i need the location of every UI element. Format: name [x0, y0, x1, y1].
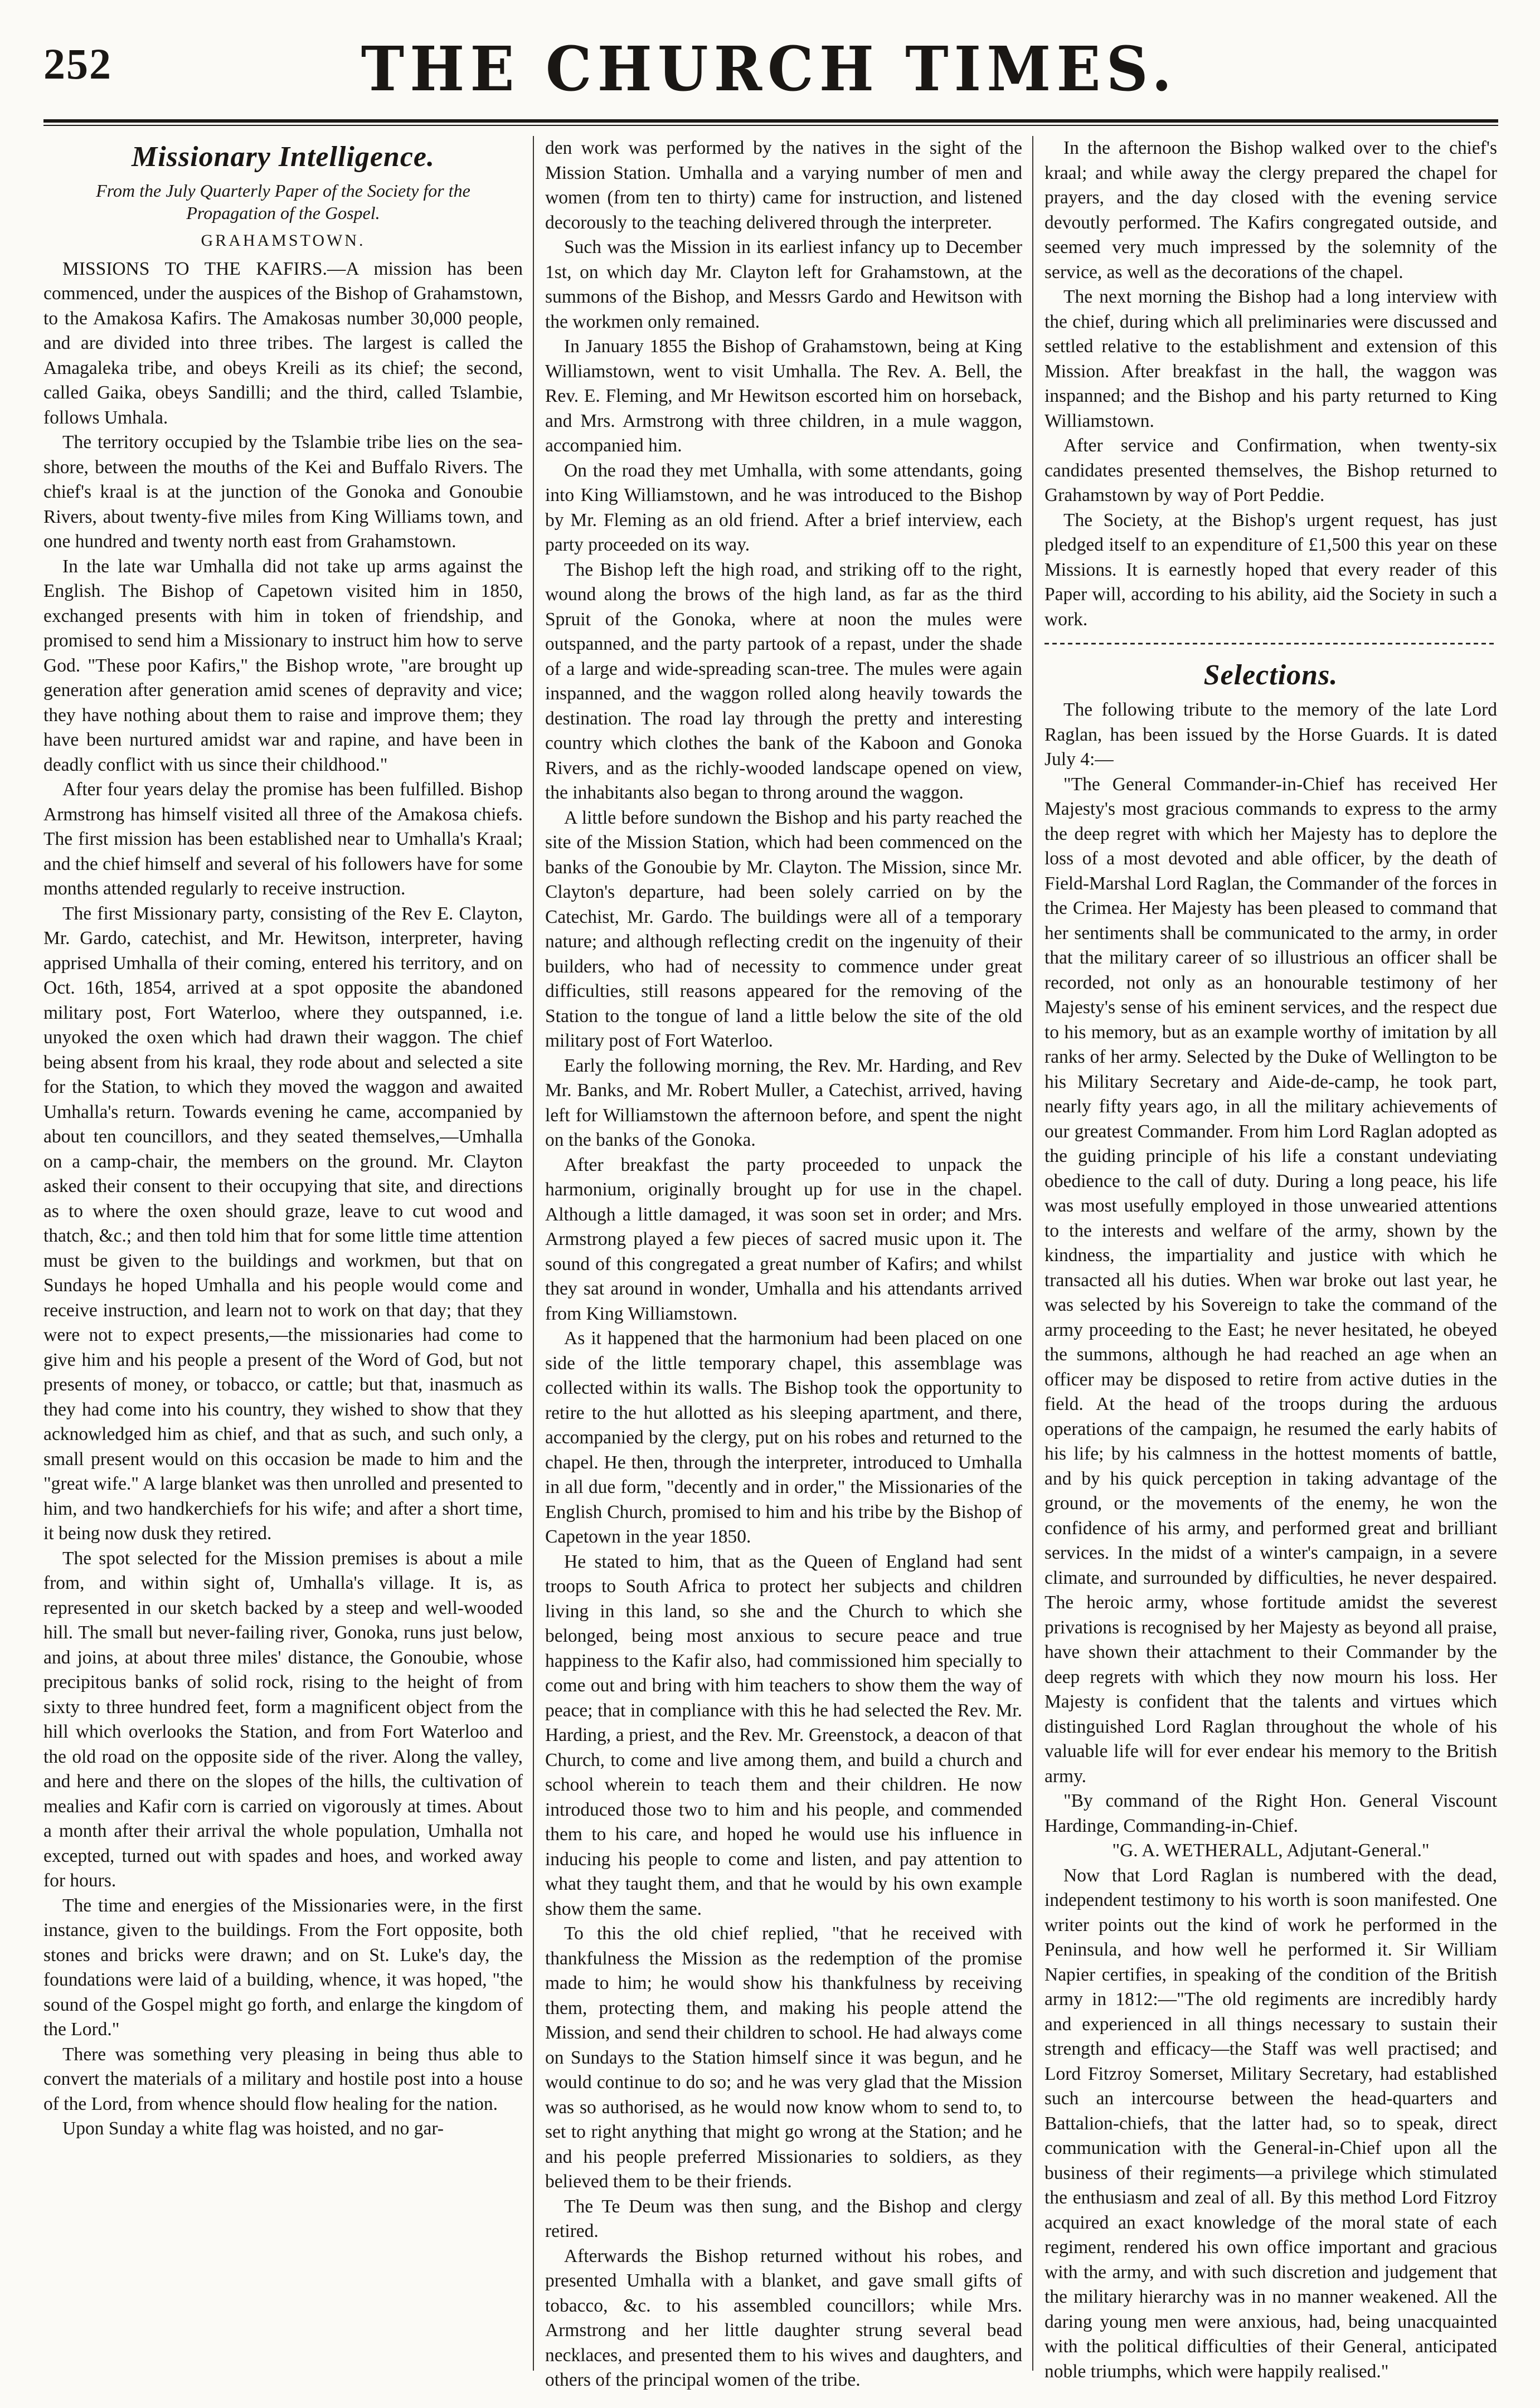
paragraph: After breakfast the party proceeded to unpack the harmonium, originally brought up for use in the chapel. Although a little damaged, it was soon set in order; and Mrs. Armstrong played a few pieces of sacred music upon it. The sound of this congregated a great number of Kafirs; and whilst they sat around in wonder, Umhalla and his attendants arrived from King Williamstown. — [545, 1154, 1022, 1324]
paragraph: A little before sundown the Bishop and his party reached the site of the Mission Station, which had been commenced on the banks of the Gonoubie by Mr. Clayton. The Mission, since Mr. Clayton's departure, had been solely carried on by the Catechist, Mr. Gardo. The buildings were all of a temporary nature; and although reflecting credit on the ingenuity of their builders, who had of necessity to commence under great difficulties, still reasons appeared for the removing of the Station to the tongue of land a little below the site of the old military post of Fort Waterloo. — [545, 807, 1022, 1051]
paragraph: "The General Commander-in-Chief has received Her Majesty's most gracious commands to express to the army the deep regret with which her Majesty has to deplore the loss of a most devoted and able officer, by the death of Field-Marshal Lord Raglan, the Commander of the forces in the Crimea. Her Majesty has been pleased to command that her sentiments shall be communicated to the army, in order that the military career of so illustrious an officer shall be recorded, not only as an honourable testimony of her Majesty's sense of his eminent services, and the respect due to his memory, but as an example worthy of imitation by all ranks of her army. Selected by the Duke of Wellington to be his Military Secretary and Aide-de-camp, he took part, nearly fifty years ago, in all the military achievements of our greatest Commander. From him Lord Raglan adopted as the guiding principle of his life a constant undeviating obedience to the call of duty. During a long peace, his life was most usefully employed in those unwearied attentions to the interests and welfare of the army, shown by the kindness, the impartiality and justice with which he transacted all his duties. When war broke out last year, he was selected by his Sovereign to take the command of the army proceeding to the East; he never hesitated, he obeyed the summons, although he had reached an age when an officer may be disposed to retire from active duties in the field. At the head of the troops during the arduous operations of the campaign, he resumed the early habits of his life; by his calmness in the hottest moments of battle, and by his quick perception in taking advantage of the ground, or the movements of the enemy, he won the confidence of his army, and performed great and brilliant services. In the midst of a winter's campaign, in a severe climate, and surrounded by difficulties, he never despaired. The heroic army, whose fortitude amidst the severest privations is recognised by her Majesty as beyond all praise, have shown their attachment to their Commander by the deep regrets with which they now mourn his loss. Her Majesty is confident that the talents and virtues which distinguished Lord Raglan throughout the whole of his valuable life will for ever endear his memory to the British army. — [1045, 774, 1497, 1787]
paragraph: Now that Lord Raglan is numbered with the dead, independent testimony to his worth is soon manifested. One writer points out the kind of work he performed in the Peninsula, and how well he performed it. Sir William Napier certifies, in speaking of the condition of the British army in 1812:—"The old regiments are incredibly hardy and experienced in all things necessary to sustain their strength and efficacy—the Staff was well practised; and Lord Fitzroy Somerset, Military Secretary, had established such an intercourse between the head-quarters and Battalion-chiefs, that the latter had, so to speak, direct communication with the General-in-Chief upon all the business of their regiments—a privilege which stimulated the enthusiasm and zeal of all. By this method Lord Fitzroy acquired an exact knowledge of the moral state of each regiment, rendered his own office important and gracious with the army, and with such discretion and judgement that the military hierarchy was in no manner weakened. All the daring young men were anxious, had, being unacquainted with the political difficulties of their General, anticipated noble triumphs, which were happily realised." — [1045, 1865, 1497, 2382]
section-title: Selections. — [1203, 659, 1338, 691]
paragraph: The time and energies of the Missionaries were, in the first instance, given to the buildings. From the Fort opposite, both stones and bricks were drawn; and on St. Luke's day, the foundations were laid of a building, whence, it was hoped, "the sound of the Gospel might go forth, and enlarge the kingdom of the Lord." — [43, 1895, 523, 2040]
paragraph: Upon Sunday a white flag was hoisted, and no gar- — [62, 2118, 444, 2139]
paragraph: The spot selected for the Mission premises is about a mile from, and within sight of, Umhalla's village. It is, as represented in our sketch backed by a steep and well-wooded hill. The small but never-failing river, Gonoka, runs just below, and joins, at about three miles' distance, the Gonoubie, whose precipitous banks of solid rock, rising to the height of from sixty to three hundred feet, form a magnificent object from the hill which overlooks the Station, and from Fort Waterloo and the old road on the opposite side of the river. Along the valley, and here and there on the slopes of the hills, the cultivation of mealies and Kafir corn is carried on vigorously at times. About a month after their arrival the whole population, Umhalla not excepted, turned out with spades and hoes, and worked away for hours. — [43, 1548, 523, 1891]
paragraph: As it happened that the harmonium had been placed on one side of the little temporary chapel, this assemblage was collected within its walls. The Bishop took the opportunity to retire to the hut allotted as his sleeping apartment, and there, accompanied by the clergy, put on his robes and returned to the chapel. He then, through the interpreter, introduced to Umhalla in all due form, "decently and in order," the Missionaries of the English Church, promised to him and his tribe by the Bishop of Capetown in the year 1850. — [545, 1328, 1022, 1547]
paragraph: On the road they met Umhalla, with some attendants, going into King Williamstown, and he was introduced to the Bishop by Mr. Fleming as an old friend. After a brief interview, each party proceeded on its way. — [545, 460, 1022, 555]
paragraph: The first Missionary party, consisting of the Rev E. Clayton, Mr. Gardo, catechist, and Mr. Hewitson, interpreter, having apprised Umhalla of their coming, entered his territory, and on Oct. 16th, 1854, arrived at a spot opposite the abandoned military post, Fort Waterloo, where they outspanned, i.e. unyoked the oxen which had drawn their waggon. The chief being absent from his kraal, they rode about and selected a site for the Station, to which they moved the waggon and awaited Umhalla's return. Towards evening he came, accompanied by about ten councillors, and they seated themselves,—Umhalla on a camp-chair, the members on the ground. Mr. Clayton asked their consent to their occupying that site, and directions as to where the oxen should graze, leave to cut wood and thatch, &c.; and then told him that for some little time attention must be given to the buildings and workmen, but that on Sundays he hoped Umhalla and his people would come and receive instruction, and learn not to work on that day; that they were not to expect presents,—the missionaries had come to give him and his people a present of the Word of God, but not presents of money, or tobacco, or cattle; but that, inasmuch as they had come into his country, they wished to show that they acknowledged him as chief, and that as such, and such only, a small present would on this occasion be made to him and the "great wife." A large blanket was then unrolled and presented to him, and two handkerchiefs for his wife; and after a short time, it being now dusk they retired. — [43, 903, 523, 1544]
masthead: THE CHURCH TIMES. — [361, 32, 1178, 105]
paragraph: The territory occupied by the Tslambie tribe lies on the sea-shore, between the mouths of the Kei and Buffalo Rivers. The chief's kraal is at the junction of the Gonoka and Gonoubie Rivers, about twenty-five miles from King Williams town, and one hundred and twenty north east from Grahamstown. — [43, 432, 523, 552]
column-divider — [1032, 136, 1033, 2371]
column-2 — [545, 136, 1022, 2390]
section-divider — [1045, 640, 1497, 648]
paragraph: Afterwards the Bishop returned without his robes, and presented Umhalla with a blanket, and gave small gifts of tobacco, &c. to his assembled councillors; while Mrs. Armstrong and her little daughter strung several bead necklaces, and presented them to his wives and daughters, and others of the principal women of the tribe. — [545, 2245, 1022, 2390]
article-source: From the July Quarterly Paper of the Society for the Propagation of the Gospel. — [96, 181, 470, 223]
paragraph: He stated to him, that as the Queen of England had sent troops to South Africa to protect her subjects and children living in this land, so she and the Church to which she belonged, being most anxious to secure peace and true happiness to the Kafir also, had commissioned him specially to come out and bring with him teachers to show them the way of peace; that in compliance with this he had selected the Rev. Mr. Harding, a priest, and the Rev. Mr. Greenstock, a deacon of that Church, to come and live among them, and build a church and school wherein to teach them and their children. He now introduced those two to him and his people, and commended them to his care, and hoped he would use his influence in inducing his people to come and listen, and pay attention to what they taught them, and that he would by his own example show them the same. — [545, 1551, 1022, 1919]
page-number: 252 — [43, 40, 112, 88]
column-divider — [533, 136, 534, 2371]
paragraph: "By command of the Right Hon. General Viscount Hardinge, Commanding-in-Chief. — [1045, 1791, 1497, 1836]
section-title: Missionary Intelligence. — [131, 141, 435, 173]
paragraph: The Bishop left the high road, and striking off to the right, wound along the brows of the high land, as far as the third Spruit of the Gonoka, where at noon the mules were outspanned, and the party partook of a repast, under the shade of a large and wide-spreading scan-tree. The mules were again inspanned, and the waggon rolled along heavily towards the destination. The road lay through the pretty and interesting country which clothes the bank of the Kaboon and Gonoka Rivers, and as the richly-wooded landscape opened on view, the inhabitants also began to throng around the waggon. — [545, 559, 1022, 803]
paragraph: den work was performed by the natives in the sight of the Mission Station. Umhalla and a varying number of men and women (from ten to thirty) came for instruction, and listened decorously to the teaching delivered through the interpreter. — [545, 138, 1022, 233]
paragraph: In January 1855 the Bishop of Grahamstown, being at King Williamstown, went to visit Umhalla. The Rev. A. Bell, the Rev. E. Fleming, and Mr Hewitson escorted him on horseback, and Mrs. Armstrong with three children, in a mule waggon, accompanied him. — [545, 336, 1022, 456]
paragraph: Such was the Mission in its earliest infancy up to December 1st, on which day Mr. Clayton left for Grahamstown, at the summons of the Bishop, and Messrs Gardo and Hewitson with the workmen only remained. — [545, 237, 1022, 332]
paragraph: Early the following morning, the Rev. Mr. Harding, and Rev Mr. Banks, and Mr. Robert Muller, a Catechist, arrived, having left for Williamstown the afternoon before, and spent the night on the banks of the Gonoka. — [545, 1055, 1022, 1150]
paragraph: In the afternoon the Bishop walked over to the chief's kraal; and while away the clergy prepared the chapel for prayers, and the day closed with the evening service devoutly performed. The Kafirs congregated outside, and seemed very much impressed by the solemnity of the service, as well as the decorations of the chapel. — [1045, 138, 1497, 283]
paragraph: The Te Deum was then sung, and the Bishop and clergy retired. — [545, 2196, 1022, 2241]
paragraph: To this the old chief replied, "that he received with thankfulness the Mission as the redemption of the promise made to him; he would show his thankfulness by receiving them, protecting them, and making his people attend the Mission, and send their children to school. He had always come on Sundays to the Station himself since it was begun, and he would continue to do so; and he was very glad that the Mission was so authorised, as he would now know whom to send to, to set to right anything that might go wrong at the Station; and he and his people preferred Missionaries to soldiers, as they believed them to be their friends. — [545, 1923, 1022, 2192]
paragraph: After service and Confirmation, when twenty-six candidates presented themselves, the Bishop returned to Grahamstown by way of Port Peddie. — [1045, 435, 1497, 505]
paragraph: After four years delay the promise has been fulfilled. Bishop Armstrong has himself visited all three of the Amakosa chiefs. The first mission has been established near to Umhalla's Kraal; and the chief himself and several of his followers have for some months attended regularly to receive instruction. — [43, 779, 523, 899]
header-rule — [43, 119, 1498, 123]
signature: "G. A. WETHERALL, Adjutant-General." — [1112, 1840, 1430, 1861]
paragraph: The next morning the Bishop had a long interview with the chief, during which all preliminaries were discussed and settled relative to the establishment and extension of this Mission. After breakfast in the hall, the waggon was inspanned; and the Bishop and his party returned to King Williamstown. — [1045, 286, 1497, 431]
column-3 — [1045, 136, 1497, 2382]
header-rule-thin — [43, 125, 1498, 126]
paragraph: In the late war Umhalla did not take up arms against the English. The Bishop of Capetown visited him in 1850, exchanged presents with him in token of friendship, and promised to send him a Missionary to instruct him how to serve God. "These poor Kafirs," the Bishop wrote, "are brought up generation after generation amid scenes of depravity and vice; they have nothing about them to raise and improve them; they have been nurtured amidst war and rapine, and have been in deadly conflict with us since their childhood." — [43, 556, 523, 775]
paragraph: The following tribute to the memory of the late Lord Raglan, has been issued by the Horse Guards. It is dated July 4:— — [1045, 699, 1497, 770]
paragraph: MISSIONS TO THE KAFIRS.—A mission has been commenced, under the auspices of the Bishop of Grahamstown, to the Amakosa Kafirs. The Amakosas number 30,000 people, and are divided into three tribes. The largest is called the Amagaleka tribe, and obeys Kreili as its chief; the second, called Gaika, obeys Sandilli; and the third, called Tslambie, follows Umhala. — [43, 258, 523, 428]
dateline: GRAHAMSTOWN. — [201, 231, 366, 250]
paragraph: The Society, at the Bishop's urgent request, has just pledged itself to an expenditure of £1,500 this year on these Missions. It is earnestly hoped that every reader of this Paper will, according to his ability, aid the Society in such a work. — [1045, 509, 1497, 630]
paragraph: There was something very pleasing in being thus able to convert the materials of a military and hostile post into a house of the Lord, from whence should flow healing for the nation. — [43, 2044, 523, 2114]
column-1 — [43, 136, 523, 2376]
